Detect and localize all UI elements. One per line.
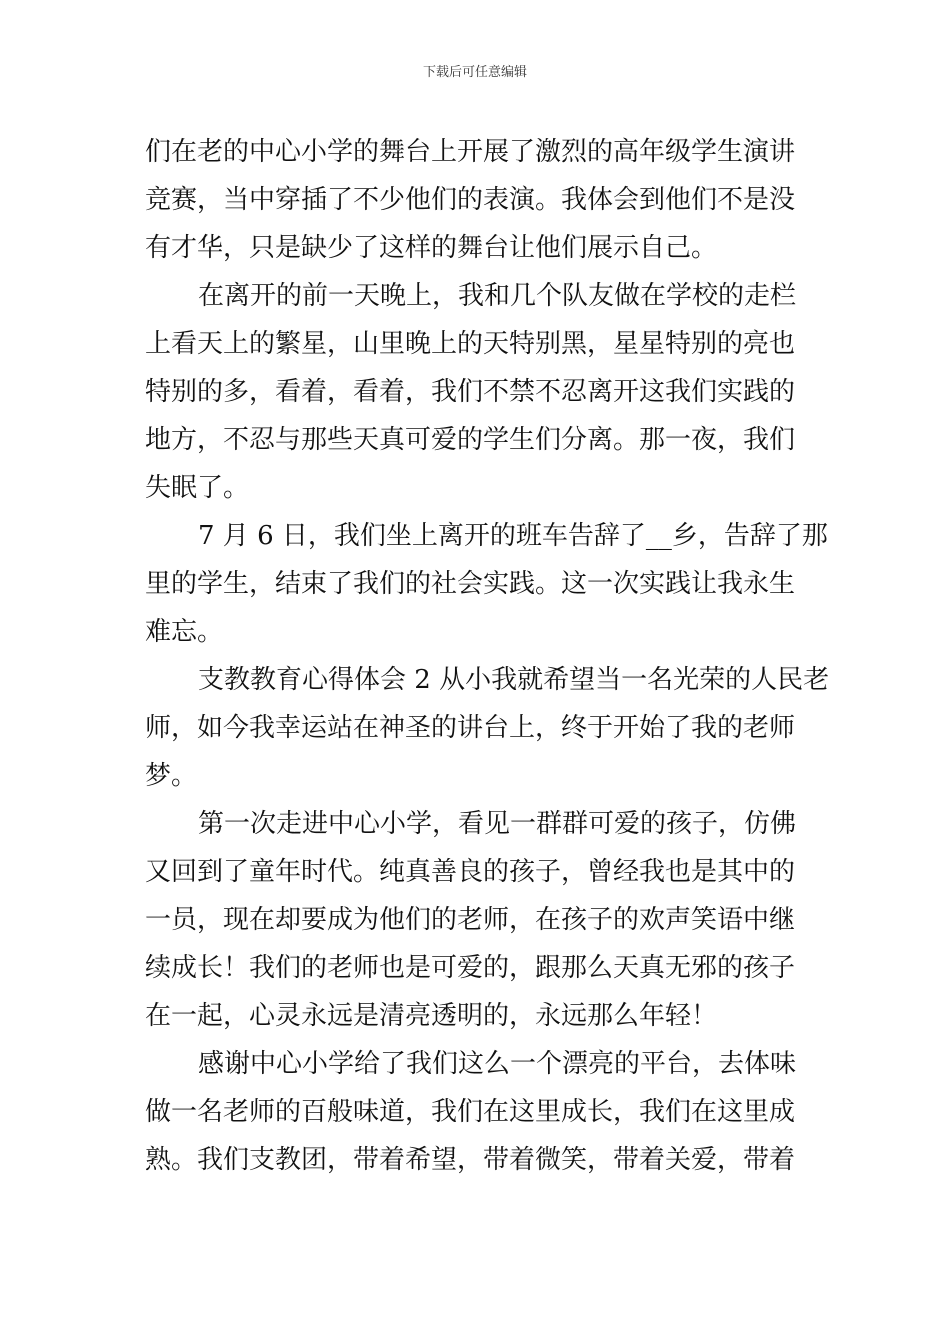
text-line: 梦。 [145,761,198,791]
text-line: 续成长！我们的老师也是可爱的，跟那么天真无邪的孩子 [145,953,796,983]
text-line: 支教教育心得体会 2 从小我就希望当一名光荣的人民老 [198,665,830,695]
text-line: 上看天上的繁星，山里晚上的天特别黑，星星特别的亮也 [145,329,796,359]
text-line: 们在老的中心小学的舞台上开展了激烈的高年级学生演讲 [145,137,796,167]
text-line: 里的学生，结束了我们的社会实践。这一次实践让我永生 [145,569,796,599]
text-line: 7 月 6 日，我们坐上离开的班车告辞了__乡，告辞了那 [198,521,828,551]
text-line: 在离开的前一天晚上，我和几个队友做在学校的走栏 [198,281,797,311]
text-line: 难忘。 [145,617,224,647]
text-line: 做一名老师的百般味道，我们在这里成长，我们在这里成 [145,1097,796,1127]
text-line: 一员，现在却要成为他们的老师，在孩子的欢声笑语中继 [145,905,796,935]
text-line: 在一起，心灵永远是清亮透明的，永远那么年轻！ [145,1001,718,1031]
text-line: 失眠了。 [145,473,250,503]
text-line: 有才华，只是缺少了这样的舞台让他们展示自己。 [145,233,718,263]
text-line: 特别的多，看着，看着，我们不禁不忍离开这我们实践的 [145,377,796,407]
text-line: 感谢中心小学给了我们这么一个漂亮的平台，去体味 [198,1049,797,1079]
text-line: 又回到了童年时代。纯真善良的孩子，曾经我也是其中的 [145,857,796,887]
text-line: 竞赛，当中穿插了不少他们的表演。我体会到他们不是没 [145,185,796,215]
document-body [145,128,830,1184]
text-line: 师，如今我幸运站在神圣的讲台上，终于开始了我的老师 [145,713,796,743]
text-line: 熟。我们支教团，带着希望，带着微笑，带着关爱，带着 [145,1145,796,1175]
page-header: 下载后可任意编辑 [422,65,527,80]
text-line: 第一次走进中心小学，看见一群群可爱的孩子，仿佛 [198,809,797,839]
text-line: 地方，不忍与那些天真可爱的学生们分离。那一夜，我们 [145,425,796,455]
